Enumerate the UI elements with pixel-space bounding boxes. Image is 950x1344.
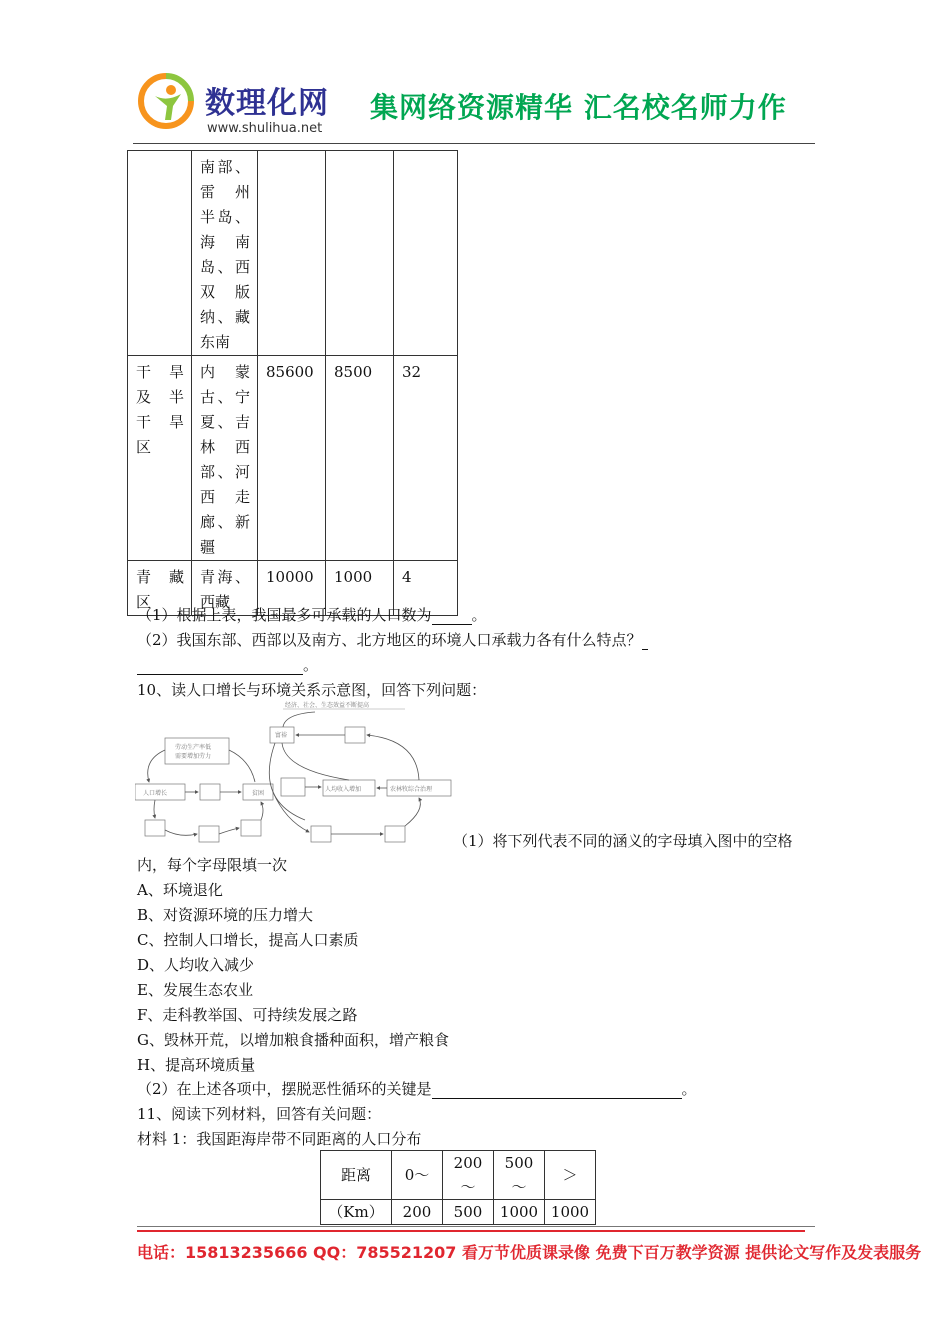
carrying-capacity-table bbox=[127, 150, 458, 616]
diagram-top-label: 经济、社会、生态效益不断提高 bbox=[285, 702, 370, 709]
q10-title: 10、读人口增长与环境关系示意图，回答下列问题： bbox=[137, 681, 487, 699]
footer-contact: 电话：15813235666 QQ：785521207 看万节优质课录像 免费下百万教学资源 提供论文写作及发表服务 bbox=[137, 1243, 922, 1262]
option-d: D、人均收入减少 bbox=[137, 956, 255, 974]
areas-cell: 南部、 雷 州 半岛、 海 南 岛、西 双 版 纳、藏 东南 bbox=[192, 151, 258, 356]
q9-part2: （2）我国东部、西部以及南方、北方地区的环境人口承载力各有什么特点？ bbox=[137, 629, 648, 650]
q10-part1a: （1）将下列代表不同的涵义的字母填入图中的空格 bbox=[453, 832, 793, 850]
blank-box[interactable] bbox=[241, 820, 261, 836]
blank-box[interactable] bbox=[145, 820, 165, 836]
labor-label-1: 劳动生产率低 bbox=[175, 744, 212, 751]
answer-blank[interactable] bbox=[642, 633, 648, 650]
table-row bbox=[321, 1200, 596, 1225]
table-cell: 200～ bbox=[443, 1151, 494, 1200]
pop-growth-label: 人口增长 bbox=[143, 790, 168, 797]
table-row bbox=[128, 151, 458, 356]
option-b: B、对资源环境的压力增大 bbox=[137, 906, 314, 924]
table-row bbox=[128, 356, 458, 561]
blank-box[interactable] bbox=[200, 784, 220, 800]
value-cell: 32 bbox=[394, 356, 458, 561]
value-cell: 1000 bbox=[326, 561, 394, 616]
option-e: E、发展生态农业 bbox=[137, 981, 253, 999]
value-cell bbox=[394, 151, 458, 356]
q10-part2: （2）在上述各项中，摆脱恶性循环的关键是 。 bbox=[137, 1080, 697, 1098]
table-cell: 200 bbox=[392, 1200, 443, 1225]
answer-blank[interactable] bbox=[137, 658, 303, 675]
blank-box[interactable] bbox=[281, 778, 305, 796]
q11-title: 11、阅读下列材料，回答有关问题： bbox=[137, 1105, 382, 1123]
income-up-label: 人均收入增加 bbox=[325, 786, 362, 793]
population-environment-diagram bbox=[135, 700, 455, 845]
table-cell: （Km） bbox=[321, 1200, 392, 1225]
table-cell: 1000 bbox=[494, 1200, 545, 1225]
poverty-label: 贫困 bbox=[252, 790, 265, 797]
region-cell: 干 旱 及 半 干 旱 区 bbox=[128, 356, 192, 561]
answer-blank[interactable] bbox=[432, 1082, 682, 1099]
option-g: G、毁林开荒，以增加粮食播种面积，增产粮食 bbox=[137, 1031, 449, 1049]
blank-box[interactable] bbox=[311, 826, 331, 842]
table-cell: 500 bbox=[443, 1200, 494, 1225]
table-cell: 距离 bbox=[321, 1151, 392, 1200]
value-cell: 85600 bbox=[258, 356, 326, 561]
table-row bbox=[321, 1151, 596, 1200]
material1-caption: 材料 1：我国距海岸带不同距离的人口分布 bbox=[137, 1130, 422, 1148]
answer-blank[interactable] bbox=[432, 608, 472, 625]
region-cell: 青 藏 区 bbox=[128, 561, 192, 616]
blank-box[interactable] bbox=[385, 826, 405, 842]
q9-part2-answer: 。 bbox=[137, 654, 318, 675]
table-cell: 500～ bbox=[494, 1151, 545, 1200]
value-cell bbox=[258, 151, 326, 356]
table-cell: 1000 bbox=[545, 1200, 596, 1225]
option-f: F、走科教举国、可持续发展之路 bbox=[137, 1006, 358, 1024]
blank-box[interactable] bbox=[345, 727, 365, 743]
logo-icon bbox=[137, 72, 195, 130]
footer-divider bbox=[137, 1226, 815, 1227]
agri-label: 农林牧综合治理 bbox=[390, 786, 433, 793]
option-c: C、控制人口增长，提高人口素质 bbox=[137, 931, 359, 949]
value-cell: 4 bbox=[394, 561, 458, 616]
region-cell bbox=[128, 151, 192, 356]
value-cell: 10000 bbox=[258, 561, 326, 616]
wealth-label: 富裕 bbox=[275, 732, 288, 739]
footer-red-rule bbox=[137, 1230, 805, 1232]
value-cell: 8500 bbox=[326, 356, 394, 561]
q10-part1b: 内，每个字母限填一次 bbox=[137, 856, 288, 874]
areas-cell: 青海、 西藏 bbox=[192, 561, 258, 616]
q9-part1: （1）根据上表，我国最多可承载的人口数为 。 bbox=[137, 606, 487, 624]
brand-name: 数理化网 bbox=[205, 86, 329, 121]
option-a: A、环境退化 bbox=[137, 881, 223, 899]
slogan: 集网络资源精华 汇名校名师力作 bbox=[370, 91, 787, 124]
areas-cell: 内 蒙 古、宁 夏、吉 林 西 部、河 西 走 廊、新 疆 bbox=[192, 356, 258, 561]
option-h: H、提高环境质量 bbox=[137, 1056, 256, 1074]
table-cell: ＞ bbox=[545, 1151, 596, 1200]
coastal-distance-table bbox=[320, 1150, 596, 1225]
value-cell bbox=[326, 151, 394, 356]
site-url: www.shulihua.net bbox=[207, 121, 323, 136]
table-cell: 0～ bbox=[392, 1151, 443, 1200]
blank-box[interactable] bbox=[199, 826, 219, 842]
labor-label-2: 需要增加劳力 bbox=[175, 753, 212, 760]
header-divider bbox=[133, 143, 815, 144]
